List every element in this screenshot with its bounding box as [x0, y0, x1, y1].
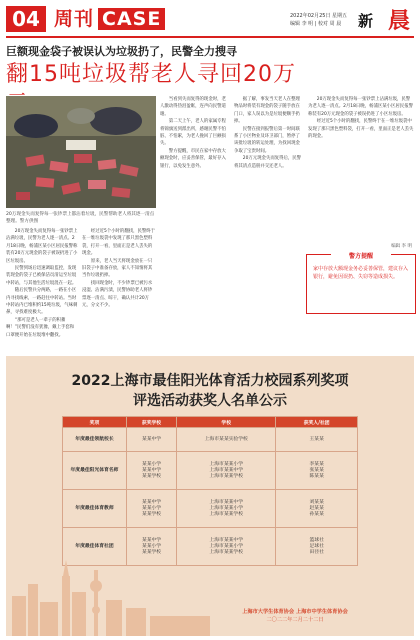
money-garbage-image	[6, 96, 156, 208]
paragraph: 民警在接到报警后第一时间联系了小区物业及环卫部门，暂停了该批垃圾的转运处理，为找回现金争取了宝贵时间。	[234, 126, 300, 154]
city-skyline-illustration	[6, 556, 414, 636]
paragraph: 当看到失而复得的现金时，老人激动得热泪盈眶，连声向民警道谢。	[160, 97, 226, 117]
article-subhead: 巨额现金袋子被误认为垃圾扔了，民警全力搜寻	[6, 45, 237, 58]
award-school: 某某中学 某某小学 某某学校	[126, 490, 176, 528]
date-text: 2022年02月25日 星期五	[290, 13, 348, 19]
newspaper-logo	[358, 4, 416, 34]
column-header: 学校	[177, 417, 276, 428]
article-headline: 翻15吨垃圾帮老人寻回20万	[6, 62, 296, 87]
ad-title-line-1: 2022上海市最佳阳光体育活力校园系列奖项	[71, 373, 349, 389]
paragraph: 原来，老人当天将现金放在一只旧袋子中准备存放，家人不知情将其当作垃圾扔掉。	[82, 258, 153, 279]
award-category: 年度最佳领航校长	[63, 428, 127, 452]
section-title-text: 周刊	[54, 8, 95, 30]
tip-text: 家中存放大额现金务必妥善保管，建议存入银行，避免因误扔、失窃等造成损失。	[313, 266, 409, 280]
article-column-5	[308, 96, 414, 140]
column-header: 获奖人/社团	[276, 417, 358, 428]
column-header: 获奖学校	[126, 417, 176, 428]
table-header-row	[63, 417, 358, 428]
article-editor: 编辑 李 明	[391, 244, 412, 249]
award-school-full: 上海市某某中学 上海市某某小学 上海市某某学校	[177, 528, 276, 566]
table-row	[63, 428, 358, 452]
paragraph: 找回现金时，不少钞票已被污水浸湿、沾满污渍，民警协助老人将钞票逐一清点、晾干，确认共计20万元，分文不少。	[82, 280, 153, 309]
paragraph: “那可是老人一辈子的积蓄啊！”民警们没有犹豫，戴上手套和口罩便开始在垃圾堆中翻找。	[6, 317, 75, 338]
header-rule	[6, 36, 414, 38]
paragraph: 警方提醒，市民在家中存放大额现金时，应妥善保管，最好存入银行，以免发生意外。	[160, 148, 226, 169]
paragraph: 20万元现金失而复得后，民警将其清点造册并交还老人。	[234, 156, 302, 169]
article-column-1	[6, 228, 78, 339]
article-column-2	[82, 228, 156, 309]
section-case-label: CASE	[98, 8, 165, 30]
photo-caption: 20万现金失而复得每一张钞票上都沾着垃圾，民警帮助老人将其逐一清点整理。警方供图	[6, 212, 155, 224]
award-school: 某某中学 某某小学 某某学校	[126, 528, 176, 566]
police-tip-box	[306, 254, 416, 314]
article-column-3	[160, 96, 230, 170]
ad-date: 二〇二二年二月二十二日	[266, 617, 324, 623]
award-school-full: 上海市某某实验学校	[177, 428, 276, 452]
award-announcement-ad	[6, 356, 414, 636]
ad-title-line-2: 评选活动获奖人名单公示	[133, 393, 287, 409]
tip-title: 警方提醒	[331, 251, 391, 260]
logo-char-2: 晨	[388, 8, 411, 34]
award-person: 篮球社 足球社 田径社	[276, 528, 358, 566]
award-school-full: 上海市某某小学 上海市某某中学 上海市某某学校	[177, 452, 276, 490]
paragraph: 随后民警兵分两路，一路在小区内寻找线索，一路赶往中转站。当时中转站内已堆积约15吨垃圾，气味刺鼻，寻找难度极大。	[6, 288, 78, 316]
award-category: 年度最佳体育社团	[63, 528, 127, 566]
award-school: 某某小学 某某中学 某某学校	[126, 452, 176, 490]
award-table	[62, 416, 358, 566]
paragraph: 经过近5个小时的翻找，民警终于在一堆垃圾袋中发现了那只黑色塑料袋，打开一看，里面正是老人丢失的现金。	[82, 229, 156, 257]
paragraph: 民警到场后迅速调取监控，发现装现金的袋子已被保洁员清运至垃圾中转站，与其他生活垃圾混在一起。	[6, 266, 77, 286]
paragraph: 第二天上午，老人的家属专程将锦旗送到派出所，感谢民警不怕脏、不怕累，为老人挽回了巨额损失。	[160, 119, 226, 147]
award-school: 某某中学	[126, 428, 176, 452]
editor-line: 编辑 李 明 | 校对 周 晨	[290, 21, 342, 27]
table-row	[63, 452, 358, 490]
paragraph: 经过近5个小时的翻找，民警终于在一堆垃圾袋中发现了那只黑色塑料袋，打开一看，里面正是老人丢失的现金。	[308, 119, 414, 140]
award-category: 年度最佳体育教师	[63, 490, 127, 528]
article-column-4	[234, 96, 304, 170]
article-photo	[6, 96, 156, 208]
section-number: 04	[6, 6, 46, 32]
column-header: 奖项	[63, 417, 127, 428]
section-title	[54, 6, 165, 32]
award-person: 李某某 张某某 陈某某	[276, 452, 358, 490]
paragraph: 20万现金失而复得每一张钞票上沾满垃圾，民警为老人逐一清点。2月18日晚，杨浦区某小区居民报警称装有20万元现金的袋子被误扔进了小区垃圾房。	[6, 229, 78, 264]
logo-char-1: 新	[358, 12, 374, 30]
award-category: 年度最佳阳光体育名师	[63, 452, 127, 490]
date-line	[290, 12, 356, 28]
award-person: 王某某	[276, 428, 358, 452]
ad-organizers: 上海市大学生体育协会 上海市中学生体育协会	[242, 609, 348, 615]
paragraph: 据了解，事发当天老人在整理物品时将装有现金的袋子随手放在门口，家人误以为是垃圾便顺手扔掉。	[234, 97, 300, 125]
paragraph: 20万现金失而复得每一张钞票上沾满垃圾，民警为老人逐一清点。2月18日晚，杨浦区某小区居民报警称装有20万元现金的袋子被误扔进了小区垃圾房。	[308, 97, 413, 117]
award-school-full: 上海市某某中学 上海市某某小学 上海市某某学校	[177, 490, 276, 528]
award-person: 刘某某 赵某某 孙某某	[276, 490, 358, 528]
table-row	[63, 490, 358, 528]
